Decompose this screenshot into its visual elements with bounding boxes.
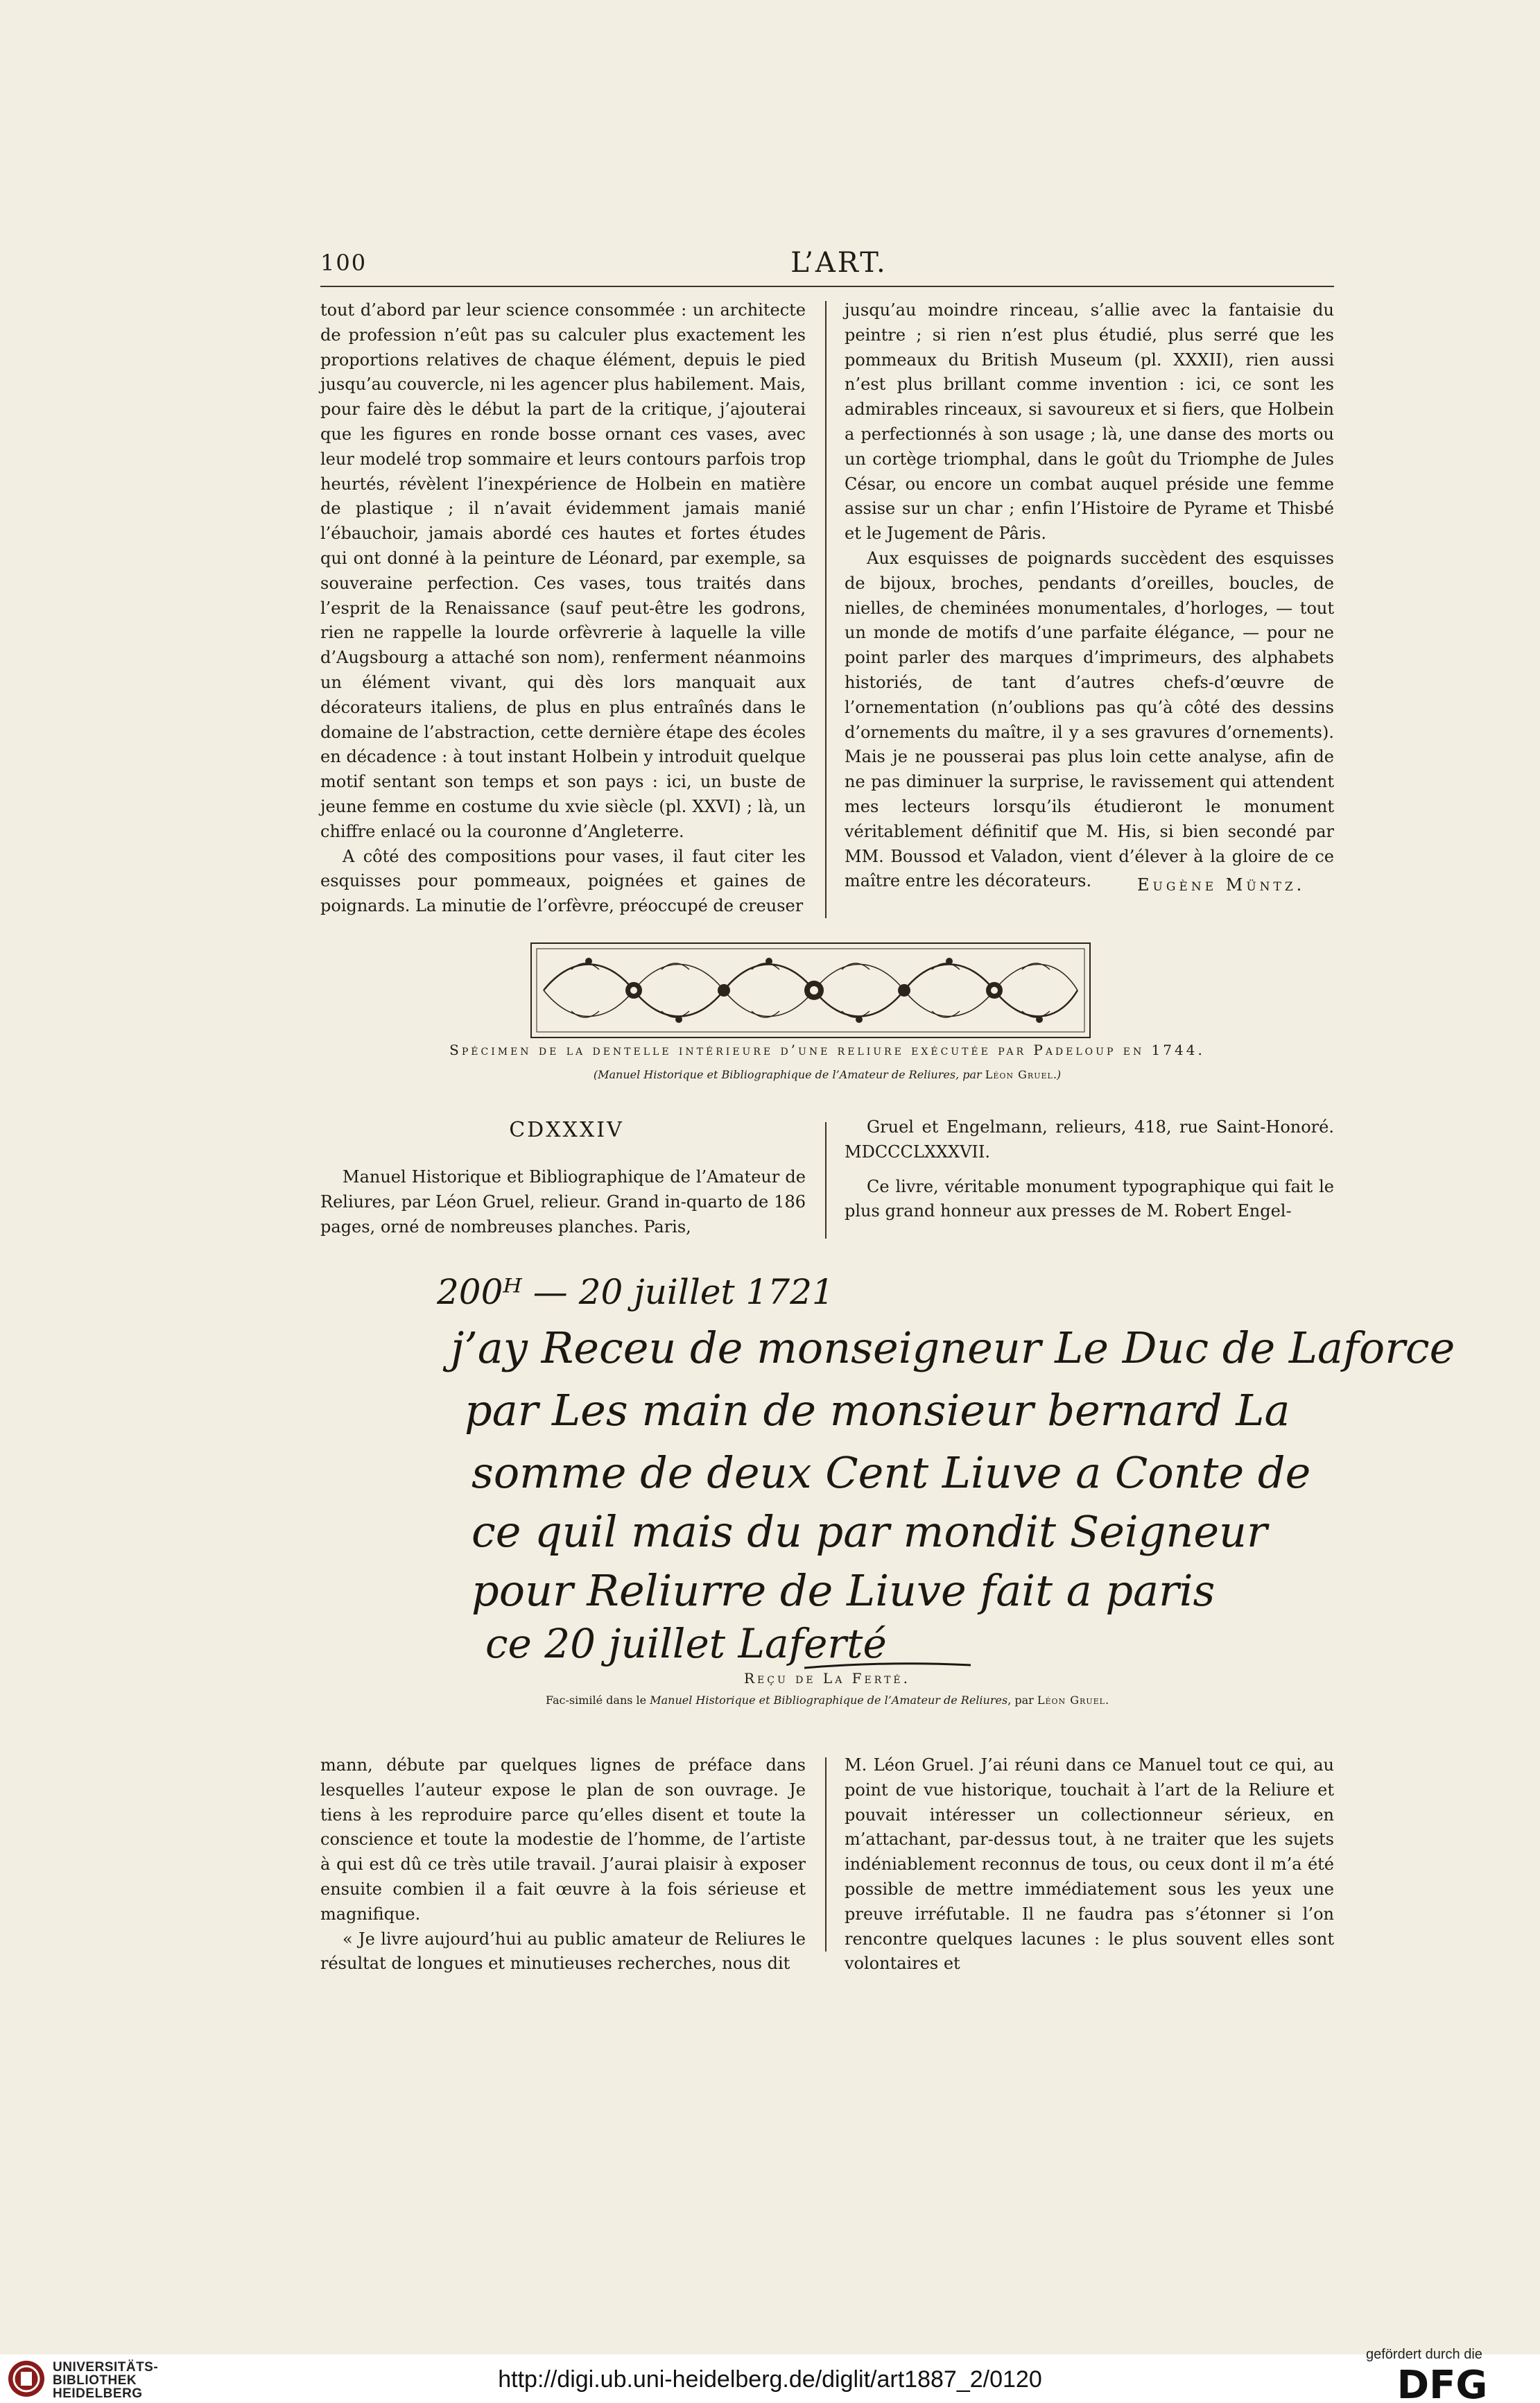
facsimile-caption-work: Manuel Historique et Bibliographique de l’Amateur de Reliures [650,1694,1008,1707]
paragraph: M. Léon Gruel. J’ai réuni dans ce Manuel tout ce qui, au point de vue historique, touchait à l’art de la Reliure et pouvait intéresser un collectionneur sérieux, en m’attachant, par-dessus tout, à ne traiter que les sujets indéniablement reconnus de tous, ou ceux dont il m’a été possible de mettre immédiatement sous les yeux une preuve irréfutable. Il ne faudra pas s’étonner si l’on rencontre quelques lacunes : le plus souvent elles sont volontaires et [845,1755,1334,1974]
article-top-left-column [320,298,806,919]
page-number: 100 [320,250,367,276]
facsimile-caption-author: Léon Gruel [1037,1694,1105,1707]
library-name-line: UNIVERSITÄTS- [53,2360,159,2375]
paragraph: Gruel et Engelmann, relieurs, 418, rue Saint-Honoré. MDCCCLXXXVII. [845,1117,1334,1162]
paragraph: A côté des compositions pour vases, il faut citer les esquisses pour pommeaux, poignées et gaines de poignards. La minutie de l’orfèvre, préoccupé de creuser [320,846,806,916]
facsimile-caption [320,1694,1334,1707]
dfg-logo [1373,2365,1512,2401]
facsimile-line: ce 20 juillet Laferté [485,1620,887,1667]
lace-ornament-illustration [530,942,1091,1039]
permalink-url[interactable]: http://digi.ub.uni-heidelberg.de/diglit/art1887_2/0120 [498,2366,1042,2393]
facsimile-caption-mid: , par [1007,1694,1037,1707]
book-reference: Manuel Historique et Bibliographique de l’Amateur de Reliures, par Léon Gruel, relieur. Grand in-quarto de 186 pages, orné de nombreuses planches. Paris, [320,1167,806,1237]
ornament-source [320,1068,1334,1081]
paragraph: Ce livre, véritable monument typographique qui fait le plus grand honneur aux presses de M. Robert Engel- [845,1176,1334,1221]
journal-title: L’ART. [790,247,888,279]
handwritten-receipt-facsimile [367,1262,1455,1678]
facsimile-caption-title: Reçu de La Ferté. [743,1670,910,1687]
header-rule [320,286,1334,287]
section-left-column [320,1165,806,1239]
library-name-line: BIBLIOTHEK [53,2373,137,2388]
column-rule [825,1757,827,1952]
paragraph: jusqu’au moindre rinceau, s’allie avec la fantaisie du peintre ; si rien n’est plus étudié, plus serré que les pommeaux du British Museum (pl. XXXII), rien aussi n’est plus brillant comme invention : ici, ce sont les admirables rinceaux, si savoureux et si fiers, que Holbein a perfectionnés à son usage ; là, une danse des morts ou un cortège triomphal, dans le goût du Triomphe de Jules César, ou encore un combat auquel préside une femme assise sur un char ; enfin l’Histoire de Pyrame et Thisbé et le Jugement de Pâris. [845,300,1334,544]
facsimile-line: 200ᴴ — 20 juillet 1721 [437,1272,834,1312]
ornament-source-author: Léon Gruel [985,1068,1053,1081]
section-right-column [845,1115,1334,1224]
paragraph: tout d’abord par leur science consommée : un architecte de profession n’eût pas su calculer plus exactement les proportions relatives de chaque élément, depuis le pied jusqu’au couvercle, ni les agencer plus habilement. Mais, pour faire dès le début la part de la critique, j’ajouterai que les figures en ronde bosse ornant ces vases, avec leur modelé trop sommaire et leurs contours parfois trop heurtés, révèlent l’inexpérience de Holbein en matière de plastique ; il n’avait évidemment jamais manié l’ébauchoir, jamais abordé ces hautes et fortes études qui ont donné à la peinture de Léonard, par exemple, sa souveraine perfection. Ces vases, tous traités dans l’esprit de la Renaissance (sauf peut-être les godrons, rien ne rappelle la lourde orfèvrerie à laquelle la ville d’Augsbourg a attaché son nom), renferment néanmoins un élément vivant, qui dès lors manquait aux décorateurs italiens, de plus en plus entraînés dans le domaine de l’abstraction, cette dernière étape des écoles en décadence : à tout instant Holbein y introduit quelque motif sentant son temps et son pays : ici, un buste de jeune femme en costume du xvie siècle (pl. XXVI) ; là, un chiffre enlacé ou la couronne d’Angleterre. [320,300,806,841]
library-name-line: HEIDELBERG [53,2386,143,2401]
column-rule [825,301,827,918]
facsimile-line: somme de deux Cent Liuve a Conte de [471,1447,1311,1498]
article-bottom-right-column [845,1753,1334,1976]
ornament-source-prefix: (Manuel Historique et Bibliographique de l’Amateur de Reliures, par [593,1068,985,1081]
paragraph: Aux esquisses de poignards succèdent des esquisses de bijoux, broches, pendants d’oreilles, boucles, de nielles, de cheminées monumentales, d’horloges, — tout un monde de motifs d’une parfaite élégance, — pour ne point parler des marques d’imprimeurs, des alphabets historiés, de tant d’autres chefs-d’œuvre de l’ornementation (n’oublions pas qu’à côté des dessins d’ornements du maître, il y a ses gravures d’ornements). Mais je ne pousserai pas plus loin cette analyse, afin de ne pas diminuer la surprise, le ravissement qui attendent mes lecteurs lorsqu’ils étudieront le monument véritablement définitif que M. His, si bien secondé par MM. Boussod et Valadon, vient d’élever à la gloire de ce maître entre les décorateurs. [845,548,1334,891]
facsimile-line: j’ay Receu de monseigneur Le Duc de Laforce [451,1323,1455,1373]
dfg-logo-text: DFG [1396,2363,1488,2403]
facsimile-line: pour Reliurre de Liuve fait a paris [471,1565,1215,1616]
article-bottom-left-column [320,1753,806,1976]
paragraph: « Je livre aujourd’hui au public amateur de Reliures le résultat de longues et minutieuses recherches, nous dit [320,1929,806,1974]
facsimile-line: par Les main de monsieur bernard La [465,1385,1290,1436]
facsimile-caption-prefix: Fac-similé dans le [545,1694,650,1707]
facsimile-caption-suffix: . [1105,1694,1109,1707]
funded-by-label: gefördert durch die [1366,2347,1482,2362]
paragraph: mann, débute par quelques lignes de préface dans lesquelles l’auteur expose le plan de son ouvrage. Je tiens à les reproduire parce qu’elles disent et toute la conscience et toute la modestie de l’homme, de l’artiste à qui est dû ce très utile travail. J’aurai plaisir à exposer ensuite combien il a fait œuvre à la fois sérieuse et magnifique. [320,1755,806,1924]
author-signature: Eugène Müntz. [1137,875,1306,895]
ornament-caption: Spécimen de la dentelle intérieure d’une reliure exécutée par Padeloup en 1744. [449,1042,1205,1058]
article-top-right-column [845,298,1334,894]
column-rule [825,1122,827,1239]
facsimile-line: ce quil mais du par mondit Seigneur [471,1506,1268,1557]
section-number: CDXXXIV [509,1118,624,1142]
ornament-source-suffix: .) [1053,1068,1062,1081]
